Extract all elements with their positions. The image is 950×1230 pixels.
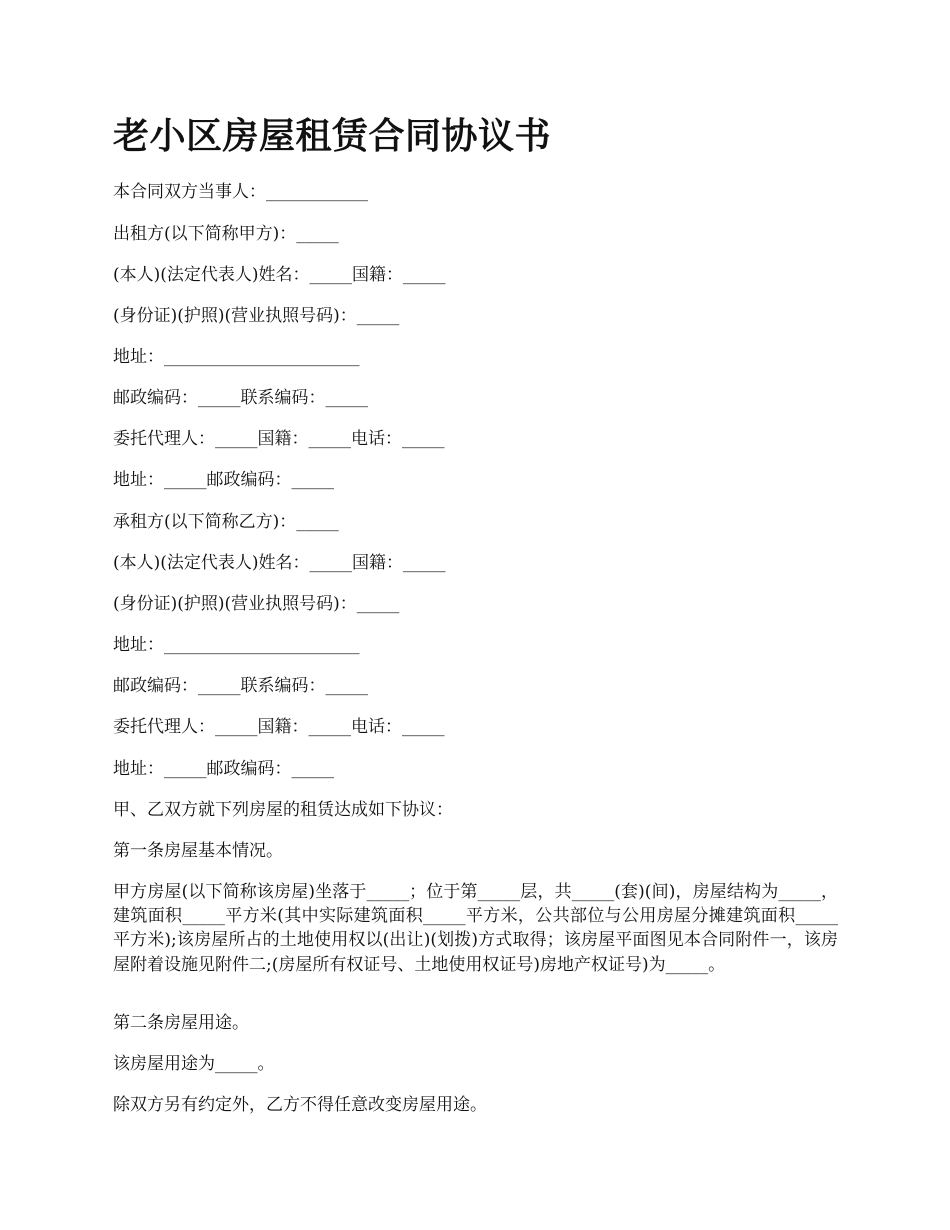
agreement-intro-line: 甲、乙双方就下列房屋的租赁达成如下协议： — [113, 800, 453, 820]
lessor-agent-line: 委托代理人：_____国籍：_____电话：_____ — [113, 429, 445, 449]
lessee-id-line: (身份证)(护照)(营业执照号码)：_____ — [113, 594, 400, 614]
lessor-name-line: (本人)(法定代表人)姓名：_____国籍：_____ — [113, 265, 446, 285]
usage-restriction-line: 除双方另有约定外，乙方不得任意改变房屋用途。 — [113, 1095, 487, 1115]
lessee-line: 承租方(以下简称乙方)：_____ — [113, 512, 339, 532]
party-intro-line: 本合同双方当事人：____________ — [113, 182, 368, 202]
lessor-postal-line: 邮政编码：_____联系编码：_____ — [113, 388, 368, 408]
document-title: 老小区房屋租赁合同协议书 — [113, 115, 552, 157]
lessor-id-line: (身份证)(护照)(营业执照号码)：_____ — [113, 306, 400, 326]
usage-line: 该房屋用途为_____。 — [113, 1054, 275, 1074]
article-one-heading: 第一条房屋基本情况。 — [113, 841, 283, 861]
lessee-agent-address-line: 地址：_____邮政编码：_____ — [113, 759, 334, 779]
lessee-name-line: (本人)(法定代表人)姓名：_____国籍：_____ — [113, 553, 446, 573]
lessee-agent-line: 委托代理人：_____国籍：_____电话：_____ — [113, 717, 445, 737]
lessee-postal-line: 邮政编码：_____联系编码：_____ — [113, 676, 368, 696]
article-two-heading: 第二条房屋用途。 — [113, 1013, 249, 1033]
lessor-line: 出租方(以下简称甲方)：_____ — [113, 224, 339, 244]
lessor-agent-address-line: 地址：_____邮政编码：_____ — [113, 470, 334, 490]
lessee-address-line: 地址：_______________________ — [113, 635, 360, 655]
article-one-paragraph: 甲方房屋(以下简称该房屋)坐落于_____；位于第_____层，共_____(套)(间)，房屋结构为_____，建筑面积_____平方米(其中实际建筑面积_____平方米，公共部位与公用房屋分摊建筑面积_____平方米);该房屋所占的土地使用权以(出让)(划拨)方式取得；该房屋平面图见本合同附件一，该房屋附着设施见附件二;(房屋所有权证号、土地使用权证号)房地产权证号)为_____。 — [113, 882, 838, 975]
lessor-address-line: 地址：_______________________ — [113, 347, 360, 367]
